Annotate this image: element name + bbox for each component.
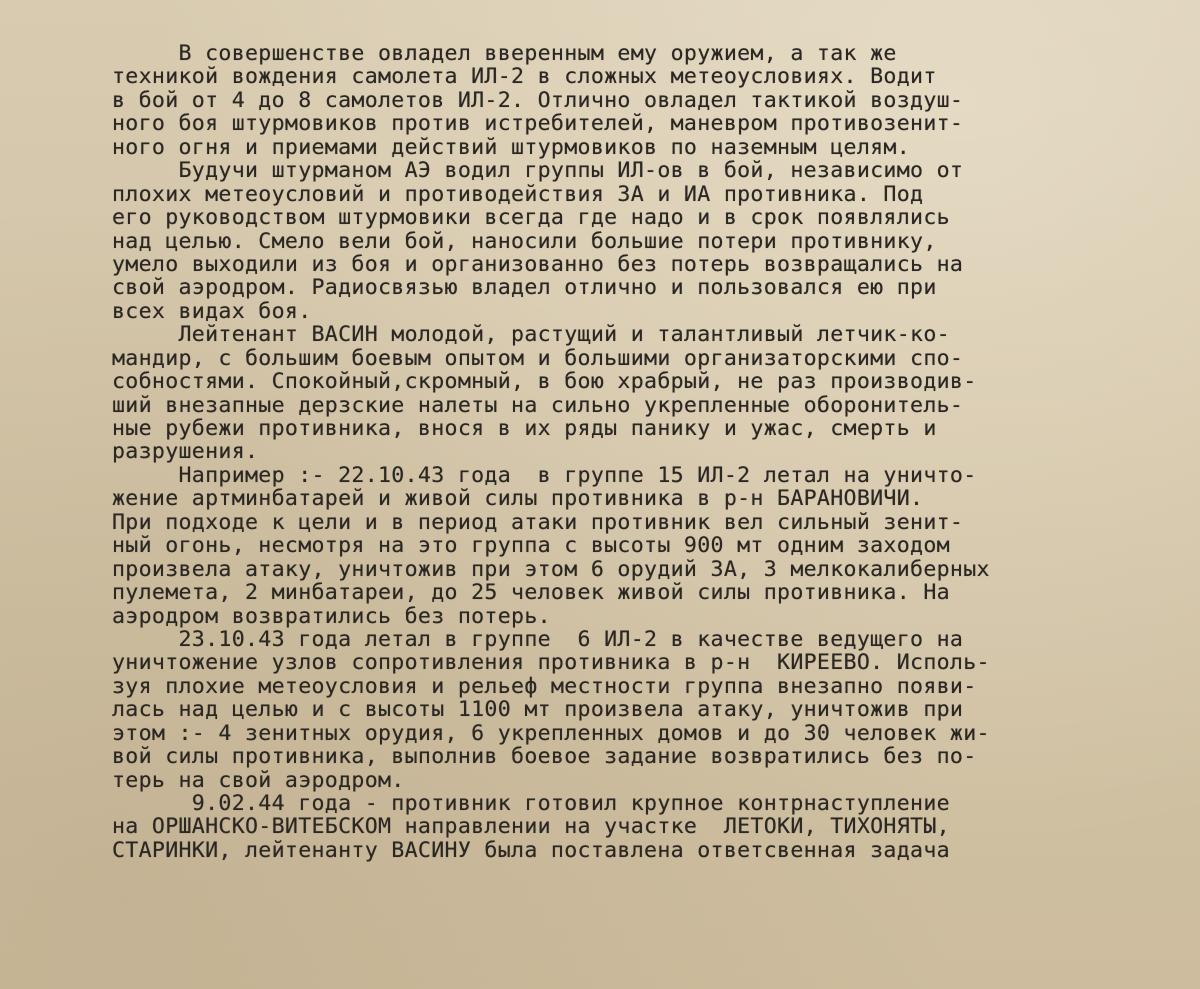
text-line: Лейтенант ВАСИН молодой, растущий и талантливый летчик-ко-	[112, 322, 950, 348]
text-line: ный огонь, несмотря на это группа с высоты 900 мт одним заходом	[112, 533, 950, 559]
text-line: всех видах боя.	[112, 298, 312, 324]
text-line: СТАРИНКИ, лейтенанту ВАСИНУ была поставлена ответсвенная задача	[112, 837, 950, 863]
text-line: Например :- 22.10.43 года в группе 15 ИЛ-2 летал на уничто-	[112, 462, 977, 488]
text-line: умело выходили из боя и организованно без потерь возвращались на	[112, 251, 964, 277]
text-line: аэродром возвратились без потерь.	[112, 603, 551, 629]
text-line: вой силы противника, выполнив боевое задание возвратились без по-	[112, 744, 977, 770]
text-line: произвела атаку, уничтожив при этом 6 орудий ЗА, 3 мелкокалиберных	[112, 556, 990, 582]
text-line: собностями. Спокойный,скромный, в бою храбрый, не раз производив-	[112, 369, 977, 395]
text-line: жение артминбатарей и живой силы противника в р-н БАРАНОВИЧИ.	[112, 486, 924, 512]
text-line: В совершенстве овладел вверенным ему оружием, а так же	[112, 41, 897, 66]
text-line: ший внезапные дерзские налеты на сильно укрепленные оборонитель-	[112, 392, 964, 418]
text-line: на ОРШАНСКО-ВИТЕБСКОМ направлении на участке ЛЕТОКИ, ТИХОНЯТЫ,	[112, 814, 950, 840]
text-line: в бой от 4 до 8 самолетов ИЛ-2. Отлично овладел тактикой воздуш-	[112, 87, 964, 113]
text-line: мандир, с большим боевым опытом и большими организаторскими спо-	[112, 345, 964, 371]
text-line: ного боя штурмовиков против истребителей, маневром противозенит-	[112, 111, 964, 137]
text-line: зуя плохие метеоусловия и рельеф местности группа внезапно появи-	[112, 673, 977, 699]
text-line: плохих метеоусловий и противодействия ЗА и ИА противника. Под	[112, 181, 924, 207]
text-line: техникой вождения самолета ИЛ-2 в сложных метеоусловиях. Водит	[112, 64, 937, 90]
text-line: 23.10.43 года летал в группе 6 ИЛ-2 в качестве ведущего на	[112, 626, 964, 652]
text-line: ные рубежи противника, внося в их ряды панику и ужас, смерть и	[112, 416, 937, 441]
text-line: Будучи штурманом АЭ водил группы ИЛ-ов в бой, независимо от	[112, 158, 964, 184]
text-line: уничтожение узлов сопротивления противника в р-н КИРЕЕВО. Исполь-	[112, 650, 990, 676]
text-line: 9.02.44 года - противник готовил крупное контрнаступление	[112, 791, 950, 816]
text-line: пулемета, 2 минбатареи, до 25 человек живой силы противника. На	[112, 580, 950, 606]
text-line: терь на свой аэродром.	[112, 767, 405, 793]
text-line: лась над целью и с высоты 1100 мт произвела атаку, уничтожив при	[112, 697, 964, 723]
text-line: разрушения.	[112, 439, 259, 465]
text-line: ного огня и приемами действий штурмовиков по наземным целям.	[112, 134, 911, 160]
text-line: над целью. Смело вели бой, наносили большие потери противнику,	[112, 228, 937, 254]
text-line: При подходе к цели и в период атаки противник вел сильный зенит-	[112, 509, 964, 535]
text-line: свой аэродром. Радиосвязью владел отлично и пользовался ею при	[112, 275, 937, 301]
text-line: его руководством штурмовики всегда где надо и в срок появлялись	[112, 205, 950, 231]
text-line: этом :- 4 зенитных орудия, 6 укрепленных домов и до 30 человек жи-	[112, 720, 990, 746]
typewritten-text	[112, 42, 1112, 862]
